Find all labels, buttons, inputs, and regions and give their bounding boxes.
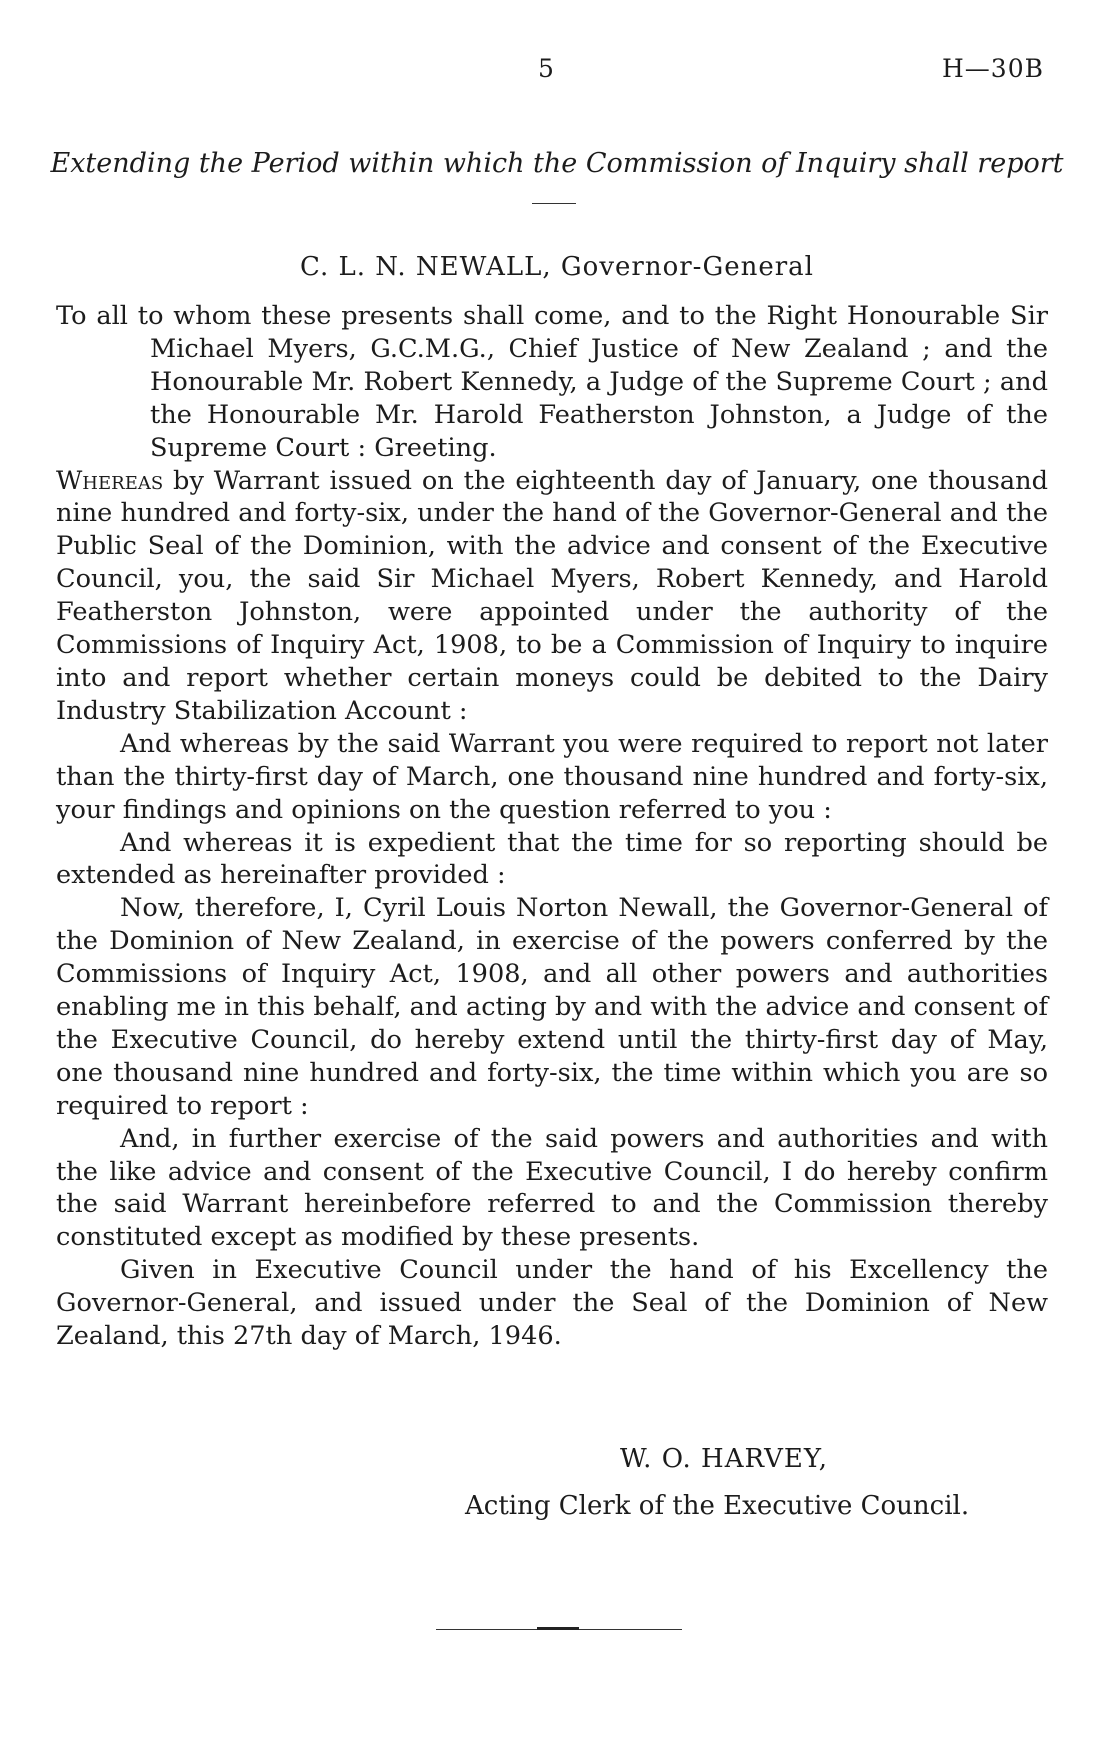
document-reference: H—30B [942, 54, 1044, 83]
whereas-paragraph [56, 465, 1048, 728]
section-title: Extending the Period within which the Commission of Inquiry shall report [50, 148, 1064, 179]
document-body [56, 300, 1048, 1353]
paragraph-given: Given in Executive Council under the hand of his Excellency the Governor-General, and issued under the Seal of the Dominion of New Zealand, this 27th day of March, 1946. [56, 1255, 1048, 1352]
governor-general-heading: C. L. N. NEWALL, Governor-General [300, 252, 814, 282]
whereas-lead: Whereas [56, 465, 164, 496]
signatory-title: Acting Clerk of the Executive Council. [465, 1491, 970, 1521]
paragraph-report-deadline: And whereas by the said Warrant you were required to report not later than the thirty-first day of March, one thousand nine hundred and forty-six, your findings and opinions on the question referred to you : [56, 728, 1048, 825]
title-divider [532, 203, 576, 204]
signatory-name: W. O. HARVEY, [620, 1444, 828, 1474]
page-header [0, 54, 1114, 94]
paragraph-extension: Now, therefore, I, Cyril Louis Norton Newall, the Governor-General of the Dominion of New Zealand, in exercise of the powers conferred by the Commissions of Inquiry Act, 1908, and all other powers and authorities enabling me in this behalf, and acting by and with the advice and consent of the Executive Council, do hereby extend until the thirty-first day of May, one thousand nine hundred and forty-six, the time within which you are so required to report : [56, 893, 1048, 1121]
page-number: 5 [538, 54, 554, 83]
paragraph-expedient: And whereas it is expedient that the time for so reporting should be extended as hereinafter provided : [56, 827, 1048, 891]
paragraph-confirmation: And, in further exercise of the said powers and authorities and with the like advice and consent of the Executive Council, I do hereby confirm the said Warrant hereinbefore referred to and the Commission thereby constituted except as modified by these presents. [56, 1123, 1048, 1253]
whereas-text: by Warrant issued on the eighteenth day of January, one thousand nine hundred and forty-six, under the hand of the Governor-General and the Public Seal of the Dominion, with the advice and consent of the Executive Council, you, the said Sir Michael Myers, Robert Kennedy, and Harold Featherston Johnston, were appointed under the authority of the Commissions of Inquiry Act, 1908, to be a Commission of Inquiry to inquire into and report whether certain moneys could be debited to the Dairy Industry Stabilization Account : [56, 465, 1048, 726]
end-divider-mark [537, 1627, 579, 1630]
address-paragraph: To all to whom these presents shall come, and to the Right Honourable Sir Michael Myers, G.C.M.G., Chief Justice of New Zealand ; and the Honourable Mr. Robert Kennedy, a Judge of the Supreme Court ; and the Honourable Mr. Harold Featherston Johnston, a Judge of the Supreme Court : Greeting. [56, 301, 1048, 463]
